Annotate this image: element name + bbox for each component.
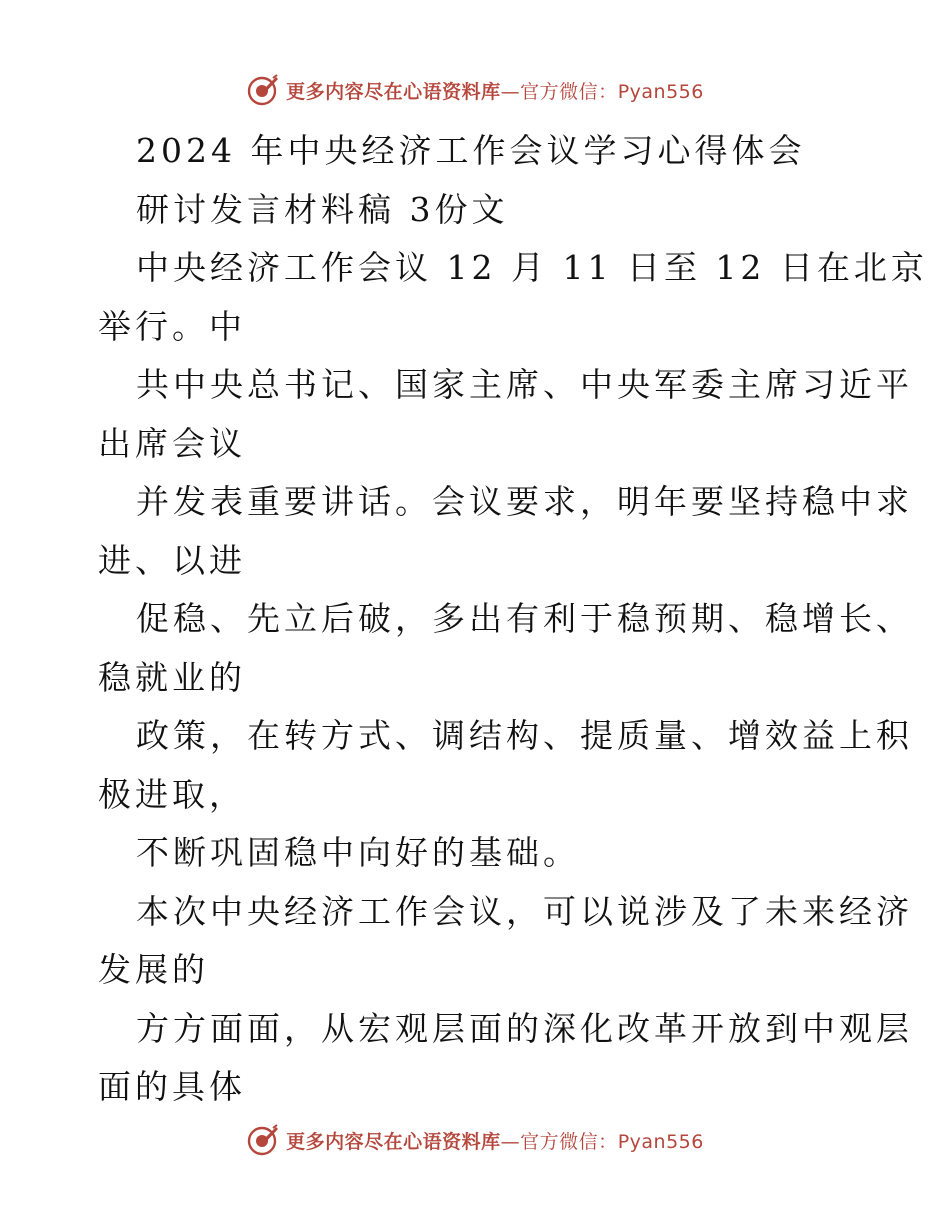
header-banner [0,70,950,110]
text-line: 出席会议 [98,423,246,463]
banner-separator-text: —官方微信： [500,1130,618,1153]
text-line: 举行。中 [98,306,246,346]
footer-banner [0,1120,950,1160]
text-line: 中央经济工作会议 12 月 11 日至 12 日在北京 [136,248,928,287]
document-body [98,122,928,1117]
text-line: 促稳、先立后破，多出有利于稳预期、稳增长、 [136,599,913,638]
text-line: 2024 年中央经济工作会议学习心得体会 [136,131,806,170]
text-line: 极进取， [98,774,246,814]
text-line: 研讨发言材料稿 3份文 [136,189,509,229]
banner-text [286,1127,704,1154]
text-line: 政策，在转方式、调结构、提质量、增效益上积 [136,716,913,755]
text-line: 本次中央经济工作会议，可以说涉及了未来经济 [136,891,913,931]
banner-main-text: 更多内容尽在心语资料库 [286,1130,501,1153]
text-line: 进、以进 [98,540,246,580]
text-line: 不断巩固稳中向好的基础。 [136,833,580,872]
banner-main-text: 更多内容尽在心语资料库 [286,80,501,103]
text-line: 方方面面，从宏观层面的深化改革开放到中观层 [136,1008,913,1048]
banner-wechat-id: Pyan556 [617,1130,704,1153]
text-line: 并发表重要讲话。会议要求，明年要坚持稳中求 [136,482,913,521]
banner-text [286,77,704,104]
banner-group [246,73,704,107]
text-line: 共中央总书记、国家主席、中央军委主席习近平 [136,365,913,404]
banner-separator-text: —官方微信： [500,80,618,103]
banner-wechat-id: Pyan556 [617,80,704,103]
text-line: 发展的 [98,950,209,989]
banner-group [246,1123,704,1157]
quill-seal-icon [246,73,280,107]
quill-seal-icon [246,1123,280,1157]
text-line: 面的具体 [98,1067,246,1106]
text-line: 稳就业的 [98,657,246,697]
